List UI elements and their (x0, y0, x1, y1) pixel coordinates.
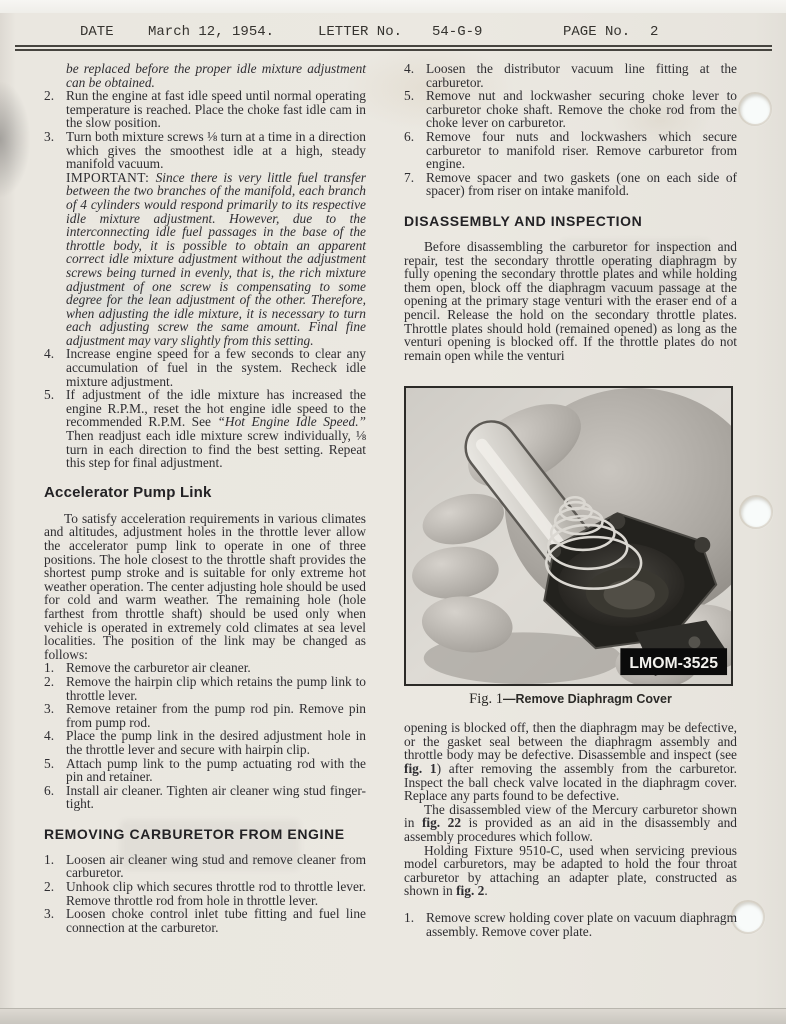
important-note: Since there is very little fuel transfer between the two branches of the manifold, each branch of 4 cylinders would respond primarily to its respective idle mixture adjustment. However, due to the interconnecting idle fuel passages in the base of the throttle body, it is possible to obtain an apparent correct idle mixture adjustment without the adjustment screws being turned in evenly, that is, the rich mixture adjustment of one screw is compensating to some degree for the lean adjustment of the other. Therefore, when adjusting the idle mixture, it is necessary to turn each adjusting screw the same amount. Final fine adjustment may vary slightly from this setting. (66, 169, 366, 348)
list-text: Remove four nuts and lockwashers which secure carburetor to manifold riser. Remove carburetor from engine. (426, 128, 737, 172)
list-text: Attach pump link to the pump actuating rod with the pin and retainer. (66, 755, 366, 785)
list-item (44, 757, 366, 784)
section-heading-accelerator-pump-link: Accelerator Pump Link (44, 483, 212, 501)
list-item (404, 89, 737, 130)
figure-reference: fig. 22 (421, 815, 462, 831)
list-number: 4. (44, 346, 55, 362)
after-figure-paragraph (404, 721, 737, 803)
italic-reference: “Hot Engine Idle Speed.” (217, 414, 366, 430)
body-text: The disassembled view of the Mercury carburetor shown in (404, 801, 737, 831)
step-text: Turn both mixture screws ⅛ turn at a time in a direction which gives the smoothest idle at a high, steady manifold vacuum. (66, 128, 366, 172)
page-no-value: 2 (650, 24, 659, 40)
list-number: 2. (44, 673, 55, 689)
list-text (66, 388, 366, 470)
figure-reference: fig. 1 (404, 761, 437, 777)
list-item (44, 130, 366, 348)
removing-list (44, 853, 366, 935)
date-value: March 12, 1954. (148, 24, 275, 40)
list-item (44, 880, 366, 907)
list-text: Remove nut and lockwasher securing choke lever to carburetor choke shaft. Remove the choke rod from the choke lever on carburetor. (426, 88, 737, 131)
continuation-paragraph: be replaced before the proper idle mixture adjustment can be obtained. (66, 61, 366, 90)
scan-bottom-edge (0, 1009, 786, 1024)
list-item (44, 702, 366, 729)
letter-no-value: 54-G-9 (432, 24, 483, 40)
punch-hole (741, 497, 771, 527)
list-number: 2. (44, 879, 55, 895)
scan-top-edge (0, 0, 786, 13)
list-item (44, 675, 366, 702)
list-item (44, 89, 366, 130)
scan-corner-shadow (0, 82, 30, 197)
figure-reference: fig. 2 (456, 883, 485, 899)
list-text: Remove retainer from the pump rod pin. Remove pin from pump rod. (66, 701, 366, 730)
right-column (404, 62, 737, 938)
page-no-label: PAGE No. (563, 24, 631, 40)
list-text: Loosen air cleaner wing stud and remove cleaner from carburetor. (66, 851, 366, 881)
list-text: Remove the carburetor air cleaner. (66, 660, 251, 676)
figure-1-photo (404, 386, 733, 686)
list-number: 4. (44, 728, 55, 744)
figure-1-caption (404, 691, 737, 707)
diaphragm-cover-photo-illustration (406, 388, 731, 684)
figure-1 (404, 386, 737, 707)
list-item (44, 661, 366, 675)
list-number: 4. (404, 61, 415, 76)
list-item (44, 907, 366, 934)
body-text: is provided as an aid in the disassembly and assembly procedures which follow. (404, 815, 737, 845)
punch-hole (733, 902, 763, 932)
pump-link-paragraph: To satisfy acceleration requirements in various climates and altitudes, adjustment holes in the throttle lever allow the accelerator pump link to operate in one of three positions. The hole closest to the throttle shaft provides the shortest pump stroke and is suitable for only extreme hot weather operation. The center adjusting hole should be used for cold and warm weather. The remaining hole (hole farthest from throttle shaft) should be used only when vehicle is operated in extremely cold climates at sea level localities. The position of the link may be changed as follows: (44, 510, 366, 662)
body-text: Holding Fixture 9510-C, used when servicing previous model carburetors, may be adapted to hold the four throat carburetor by attaching an adapter plate, constructed as shown in (404, 842, 737, 899)
step-text: Then readjust each idle mixture screw individually, ⅛ turn in each direction to find the best setting. Repeat this step for final adjustment. (66, 428, 366, 471)
list-item (44, 729, 366, 756)
list-text: Loosen choke control inlet tube fitting and fuel line connection at the carburetor. (66, 906, 366, 935)
left-column (44, 62, 366, 934)
list-number: 5. (404, 88, 415, 104)
pump-link-list (44, 661, 366, 811)
list-number: 3. (44, 128, 55, 144)
list-item (404, 911, 737, 938)
list-number: 6. (404, 128, 415, 144)
holding-fixture-paragraph (404, 844, 737, 898)
diaphragm-test-paragraph: Before disassembling the carburetor for inspection and repair, test the secondary throttle operating diaphragm by fully opening the secondary throttle plates and while holding them open, block off the diaphragm vacuum passage at the opening at the primary stage venturi with the eraser end of a pencil. Release the hold on the secondary throttle plates. Throttle plates should hold (remained opened) as long as the venturi opening is blocked off. If the throttle plates do not remain open while the venturi (404, 238, 737, 363)
list-number: 1. (44, 851, 55, 867)
list-item (404, 130, 737, 171)
list-text: Install air cleaner. Tighten air cleaner wing stud finger-tight. (66, 782, 366, 812)
final-steps-list (404, 911, 737, 938)
list-number: 7. (404, 169, 415, 185)
figure-title: —Remove Diaphragm Cover (503, 692, 672, 707)
header-double-rule (15, 45, 772, 51)
bracket-hole (689, 637, 701, 649)
list-number: 3. (44, 906, 55, 922)
list-number: 5. (44, 755, 55, 771)
list-text: Remove spacer and two gaskets (one on each side of spacer) from riser on intake manifold. (426, 169, 737, 199)
list-text (66, 130, 366, 348)
mercury-paragraph (404, 803, 737, 844)
list-item (44, 388, 366, 470)
list-text: Increase engine speed for a few seconds to clear any accumulation of fuel in the system. Recheck idle mixture adjustment. (66, 346, 366, 389)
list-text: Remove screw holding cover plate on vacuum diaphragm assembly. Remove cover plate. (426, 910, 737, 939)
list-text: Place the pump link in the desired adjustment hole in the throttle lever and secure with hairpin clip. (66, 728, 366, 757)
idle-adjust-list (44, 89, 366, 470)
list-number: 5. (44, 387, 55, 403)
list-item (404, 62, 737, 89)
removing-list-continued (404, 62, 737, 198)
section-heading-removing-carburetor: REMOVING CARBURETOR FROM ENGINE (44, 825, 345, 842)
list-text: Unhook clip which secures throttle rod to throttle lever. Remove throttle rod from hole in throttle lever. (66, 879, 366, 908)
list-item (404, 171, 737, 198)
list-number: 2. (44, 88, 55, 104)
step-text: If adjustment of the idle mixture has increased the engine R.P.M., reset the hot engine idle speed to the recommended R.P.M. See (66, 387, 366, 430)
list-text: Remove the hairpin clip which retains the pump link to throttle lever. (66, 673, 366, 703)
list-item (44, 347, 366, 388)
list-number: 1. (404, 910, 415, 925)
list-number: 1. (44, 660, 55, 676)
body-text: ) after removing the assembly from the carburetor. Inspect the ball check valve located in the diaphragm cover. Replace any parts found to be defective. (404, 761, 738, 804)
date-label: DATE (80, 24, 114, 40)
list-item (44, 784, 366, 811)
letter-no-label: LETTER No. (318, 24, 403, 40)
photo-code-label: LMOM-3525 (629, 655, 719, 673)
figure-number: Fig. 1 (469, 691, 504, 708)
page-header (0, 24, 786, 46)
list-item (44, 853, 366, 880)
body-text: . (484, 883, 488, 899)
list-number: 6. (44, 782, 55, 798)
list-text: Loosen the distributor vacuum line fitting at the carburetor. (426, 61, 737, 90)
important-label: IMPORTANT: (66, 169, 156, 185)
punch-hole (740, 94, 770, 124)
section-heading-disassembly: DISASSEMBLY AND INSPECTION (404, 212, 643, 229)
list-number: 3. (44, 701, 55, 717)
list-text: Run the engine at fast idle speed until normal operating temperature is reached. Place the choke fast idle cam in the slow position. (66, 88, 366, 131)
body-text: opening is blocked off, then the diaphragm may be defective, or the gasket seal between the diaphragm assembly and throttle body may be defective. Disassemble and inspect (see (404, 720, 737, 763)
